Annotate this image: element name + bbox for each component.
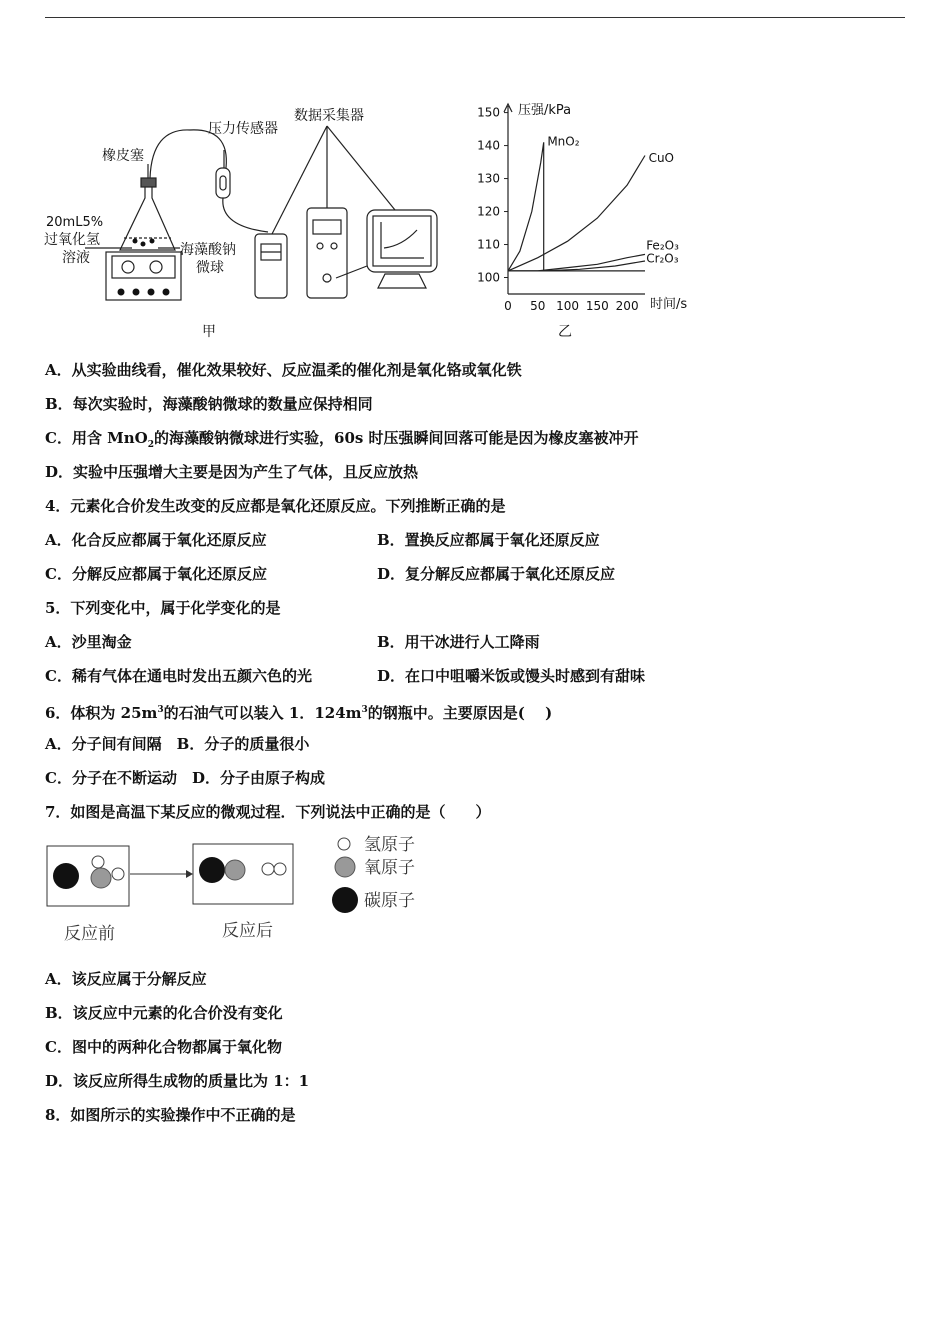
legend-oxygen-icon xyxy=(335,857,355,877)
solution-label-2: 过氧化氢 xyxy=(44,232,100,248)
series-line-MnO₂ xyxy=(508,142,645,271)
q6-options-ab: A．分子间有间隔 B．分子的质量很小 xyxy=(45,735,310,753)
stopper-label: 橡皮塞 xyxy=(102,148,144,164)
series-line-CuO xyxy=(508,156,645,271)
q6-stem-2: 的石油气可以装入 1．124m xyxy=(163,704,362,722)
fig1-caption: 甲 xyxy=(202,324,216,340)
pressure-sensor-label: 压力传感器 xyxy=(208,121,278,137)
collector-label: 数据采集器 xyxy=(294,108,364,124)
carbon-atom xyxy=(199,857,225,883)
q3-option-c xyxy=(45,428,639,455)
legend-carbon-label: 碳原子 xyxy=(364,891,415,911)
q7-option-a: A．该反应属于分解反应 xyxy=(45,970,207,988)
q4-option-a: A．化合反应都属于氧化还原反应 xyxy=(45,531,267,549)
solution-label-1: 20mL5% xyxy=(46,215,104,230)
q6-sup-2: 3 xyxy=(361,705,368,715)
q7-option-b: B．该反应中元素的化合价没有变化 xyxy=(45,1004,283,1022)
q4-option-b: B．置换反应都属于氧化还原反应 xyxy=(377,531,600,549)
q3-c-text-1: C．用含 MnO xyxy=(45,429,148,447)
oxygen-atom xyxy=(91,868,111,888)
q3-c-text-2: 的海藻酸钠微球进行实验，60s 时压强瞬间回落可能是因为橡皮塞被冲开 xyxy=(154,429,639,447)
apparatus-figure xyxy=(40,98,460,343)
legend-hydrogen-label: 氢原子 xyxy=(364,835,415,855)
y-tick-label: 150 xyxy=(477,105,500,120)
series-label: Fe₂O₃ xyxy=(646,238,679,253)
y-axis-label: 压强/kPa xyxy=(518,103,572,118)
pressure-chart xyxy=(470,98,720,343)
q5-option-d: D．在口中咀嚼米饭或馒头时感到有甜味 xyxy=(377,667,646,685)
q5-option-a: A．沙里淘金 xyxy=(45,633,132,651)
beads-label-2: 微球 xyxy=(196,260,224,276)
hydrogen-atom xyxy=(274,863,286,875)
x-tick-label: 150 xyxy=(585,299,609,313)
x-tick-label: 100 xyxy=(556,299,580,313)
y-tick-label: 140 xyxy=(477,138,500,153)
series-line-Fe₂O₃ xyxy=(508,254,645,271)
pressure-sensor-icon xyxy=(216,168,230,198)
q6-stem-3: 的钢瓶中。主要原因是( ) xyxy=(367,704,553,722)
stopper-icon xyxy=(141,178,156,187)
series-label: CuO xyxy=(648,151,675,166)
q3-option-d: D．实验中压强增大主要是因为产生了气体，且反应放热 xyxy=(45,463,419,481)
hydrogen-atom xyxy=(92,856,104,868)
x-axis-label: 时间/s xyxy=(650,297,688,312)
q4-stem: 4．元素化合价发生改变的反应都是氧化还原反应。下列推断正确的是 xyxy=(45,497,506,515)
legend-carbon-icon xyxy=(332,887,358,913)
x-tick-label: 0 xyxy=(504,299,512,313)
y-tick-label: 120 xyxy=(477,204,500,219)
y-tick-label: 100 xyxy=(477,270,500,285)
q4-option-c: C．分解反应都属于氧化还原反应 xyxy=(45,565,267,583)
after-label: 反应后 xyxy=(222,921,273,941)
legend-hydrogen-icon xyxy=(338,838,350,850)
q3-option-b: B．每次实验时，海藻酸钠微球的数量应保持相同 xyxy=(45,395,373,413)
q7-option-d: D．该反应所得生成物的质量比为 1：1 xyxy=(45,1072,310,1090)
q5-stem: 5．下列变化中，属于化学变化的是 xyxy=(45,599,281,617)
q7-stem: 7．如图是高温下某反应的微观过程．下列说法中正确的是（ ） xyxy=(45,803,491,821)
q8-stem: 8．如图所示的实验操作中不正确的是 xyxy=(45,1106,296,1124)
y-tick-label: 130 xyxy=(477,171,500,186)
q5-option-c: C．稀有气体在通电时发出五颜六色的光 xyxy=(45,667,312,685)
q5-option-b: B．用干冰进行人工降雨 xyxy=(377,633,540,651)
reaction-figure xyxy=(40,826,420,946)
x-tick-label: 200 xyxy=(615,299,639,313)
flask-icon xyxy=(120,186,175,250)
top-rule xyxy=(45,17,905,18)
fig2-caption: 乙 xyxy=(558,324,572,340)
q6-stem xyxy=(45,700,552,723)
stirrer-icon xyxy=(106,252,181,300)
before-label: 反应前 xyxy=(64,924,115,944)
q3-option-a: A．从实验曲线看，催化效果较好、反应温柔的催化剂是氧化铬或氧化铁 xyxy=(45,361,522,379)
series-label: MnO₂ xyxy=(547,134,580,149)
beads-label-1: 海藻酸钠 xyxy=(180,242,236,258)
series-line-Cr₂O₃ xyxy=(508,261,645,271)
oxygen-atom xyxy=(225,860,245,880)
y-tick-label: 110 xyxy=(477,237,500,252)
q7-option-c: C．图中的两种化合物都属于氧化物 xyxy=(45,1038,282,1056)
q6-sup-1: 3 xyxy=(157,705,164,715)
hydrogen-atom xyxy=(262,863,274,875)
series-label: Cr₂O₃ xyxy=(646,251,679,266)
legend-oxygen-label: 氧原子 xyxy=(364,858,415,878)
q6-stem-1: 6．体积为 25m xyxy=(45,704,158,722)
carbon-atom xyxy=(53,863,79,889)
hydrogen-atom xyxy=(112,868,124,880)
q3-c-sub: 2 xyxy=(147,440,155,450)
solution-label-3: 溶液 xyxy=(62,250,90,266)
x-tick-label: 50 xyxy=(530,299,546,313)
monitor-icon xyxy=(367,210,437,272)
q6-options-cd: C．分子在不断运动 D．分子由原子构成 xyxy=(45,769,325,787)
q4-option-d: D．复分解反应都属于氧化还原反应 xyxy=(377,565,616,583)
